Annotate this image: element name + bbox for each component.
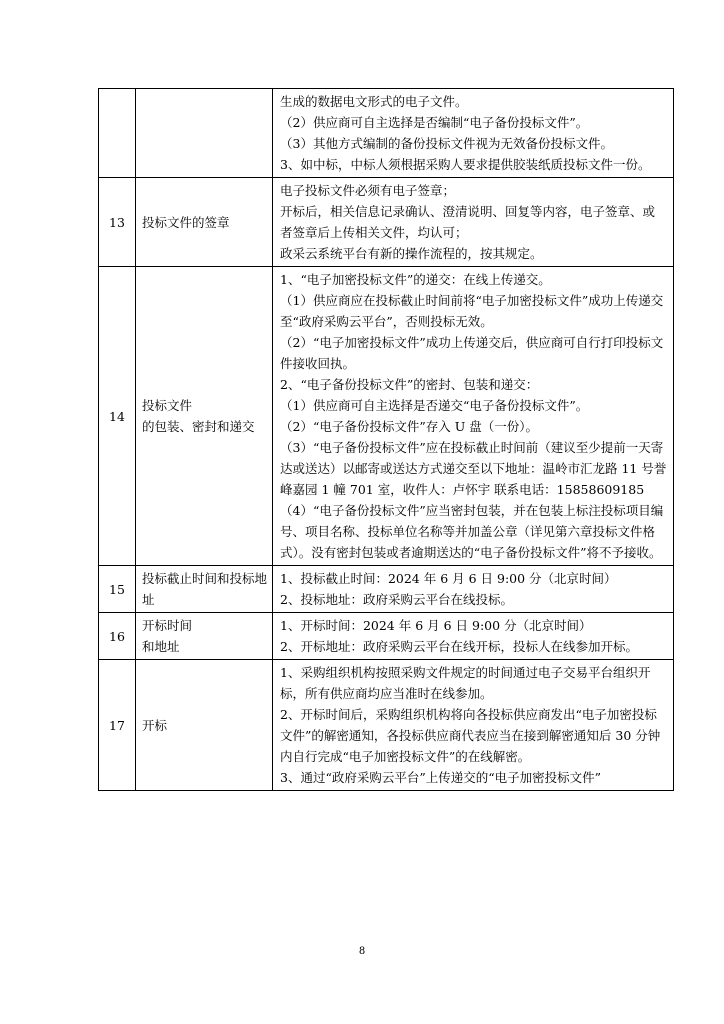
table-row <box>99 613 674 660</box>
content-paragraph: 3、如中标，中标人须根据采购人要求提供胶装纸质投标文件一份。 <box>280 157 651 172</box>
content-paragraph: 1、“电子加密投标文件”的递交：在线上传递交。 <box>280 272 551 287</box>
content-paragraph: 1、采购组织机构按照采购文件规定的时间通过电子交易平台组织开标，所有供应商均应当准时在线参加。 <box>280 665 651 701</box>
row-number: 14 <box>99 267 136 566</box>
content-paragraph: 3、通过“政府采购云平台”上传递交的“电子加密投标文件” <box>280 770 602 785</box>
content-paragraph: 电子投标文件必须有电子签章； <box>280 183 456 198</box>
item-label: 的包装、密封和递交 <box>142 419 255 434</box>
row-item <box>136 660 273 791</box>
content-paragraph: （3）“电子备份投标文件”应在投标截止时间前（建议至少提前一天寄达或送达）以邮寄或送达方式递交至以下地址：温岭市汇龙路 11 号誉峰嘉园 1 幢 701 室，收件人：卢怀宇 联系电话：15858609185 <box>280 440 667 497</box>
row-number: 16 <box>99 613 136 660</box>
row-content <box>273 613 674 660</box>
content-paragraph: 开标后，相关信息记录确认、澄清说明、回复等内容，电子签章、或者签章后上传相关文件，均认可； <box>280 204 656 240</box>
row-content <box>273 267 674 566</box>
content-paragraph: （2）“电子加密投标文件”成功上传递交后，供应商可自行打印投标文件接收回执。 <box>280 335 664 371</box>
content-paragraph: （4）“电子备份投标文件”应当密封包装，并在包装上标注投标项目编号、项目名称、投标单位名称等并加盖公章（详见第六章投标文件格式）。没有密封包装或者逾期送达的“电子备份投标文件”将不予接收。 <box>280 503 664 560</box>
content-paragraph: （1）供应商可自主选择是否递交“电子备份投标文件”。 <box>280 398 589 413</box>
content-paragraph: （1）供应商应在投标截止时间前将“电子加密投标文件”成功上传递交至“政府采购云平台”，否则投标无效。 <box>280 293 664 329</box>
table-row <box>99 89 674 178</box>
content-paragraph: （2）“电子备份投标文件”存入 U 盘（一份）。 <box>280 419 538 434</box>
row-content <box>273 660 674 791</box>
row-item <box>136 566 273 613</box>
row-content <box>273 178 674 267</box>
item-label: 投标文件 <box>142 398 193 413</box>
row-item <box>136 89 273 178</box>
row-item <box>136 613 273 660</box>
row-item <box>136 267 273 566</box>
page-number: 8 <box>358 946 366 957</box>
table-row <box>99 267 674 566</box>
content-paragraph: 2、“电子备份投标文件”的密封、包装和递交： <box>280 377 539 392</box>
bid-terms-table <box>98 88 674 791</box>
table-body <box>99 89 674 791</box>
item-label: 投标文件的签章 <box>142 214 230 230</box>
row-number: 15 <box>99 566 136 613</box>
content-paragraph: 2、投标地址：政府采购云平台在线投标。 <box>280 592 513 607</box>
item-label: 开标时间 <box>142 618 193 633</box>
table-row <box>99 566 674 613</box>
row-number <box>99 89 136 178</box>
content-paragraph: 2、开标地址：政府采购云平台在线开标，投标人在线参加开标。 <box>280 639 638 654</box>
item-label: 开标 <box>142 717 168 733</box>
row-number: 13 <box>99 178 136 267</box>
content-paragraph: 2、开标时间后，采购组织机构将向各投标供应商发出“电子加密投标文件”的解密通知，各投标供应商代表应当在接到解密通知后 30 分钟内自行完成“电子加密投标文件”的在线解密。 <box>280 707 661 764</box>
row-item <box>136 178 273 267</box>
content-paragraph: 政采云系统平台有新的操作流程的，按其规定。 <box>280 246 543 261</box>
content-paragraph: 1、投标截止时间：2024 年 6 月 6 日 9:00 分（北京时间） <box>280 571 617 586</box>
row-content <box>273 566 674 613</box>
table-row <box>99 660 674 791</box>
content-paragraph: （2）供应商可自主选择是否编制“电子备份投标文件”。 <box>280 115 589 130</box>
content-paragraph: 生成的数据电文形式的电子文件。 <box>280 94 468 109</box>
row-number: 17 <box>99 660 136 791</box>
item-label: 和地址 <box>142 639 180 654</box>
row-content <box>273 89 674 178</box>
item-label: 投标截止时间和投标地址 <box>142 571 268 607</box>
content-paragraph: 1、开标时间：2024 年 6 月 6 日 9:00 分（北京时间） <box>280 618 592 633</box>
content-paragraph: （3）其他方式编制的备份投标文件视为无效备份投标文件。 <box>280 136 613 151</box>
table-row <box>99 178 674 267</box>
